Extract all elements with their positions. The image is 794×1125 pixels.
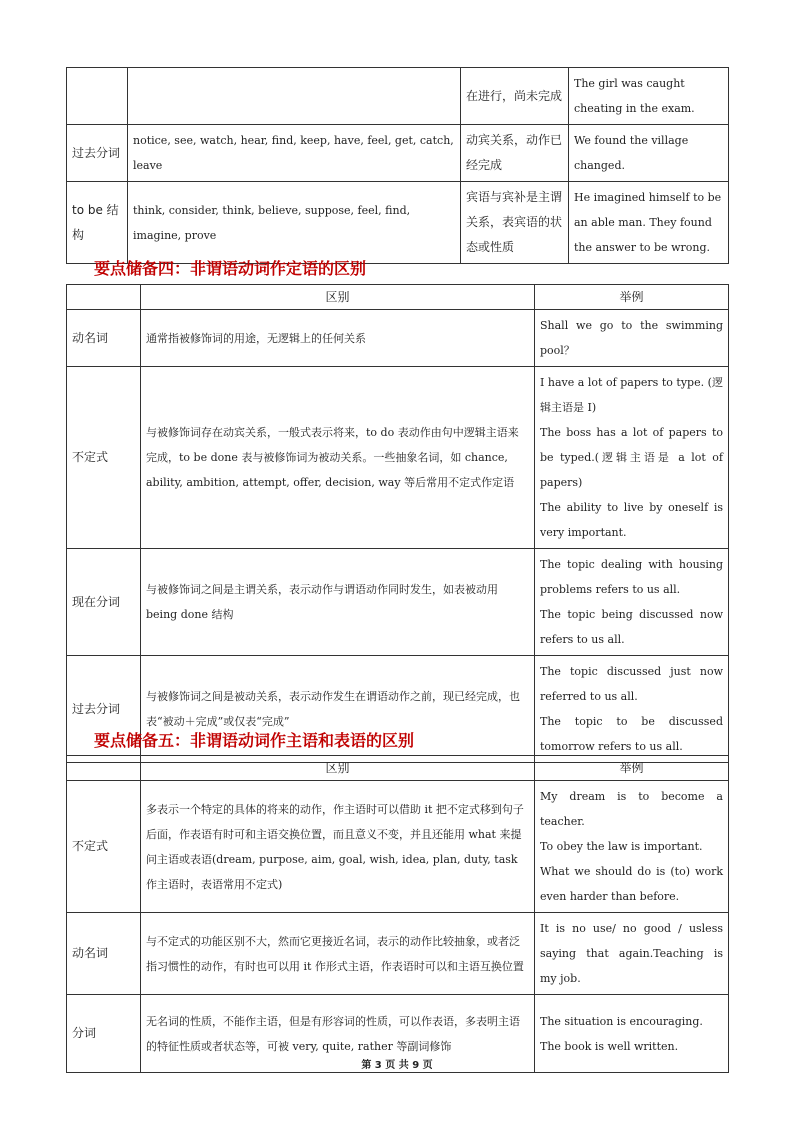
table-row — [67, 913, 729, 995]
form-type-cell: 分词 — [67, 995, 141, 1073]
table-subject-predicative-body — [67, 781, 729, 1073]
example-cell: We found the village changed. — [569, 125, 729, 182]
section5-heading: 要点储备五：非谓语动词作主语和表语的区别 — [94, 731, 415, 750]
table-row — [67, 310, 729, 367]
section4-heading: 要点储备四：非谓语动词作定语的区别 — [94, 259, 367, 278]
example-cell — [535, 781, 729, 913]
header-empty — [67, 285, 141, 310]
table-attributive — [66, 284, 729, 763]
difference-cell: 与不定式的功能区别不大，然而它更接近名词，表示的动作比较抽象，或者泛指习惯性的动作，有时也可以用 it 作形式主语，作表语时可以和主语互换位置 — [141, 913, 535, 995]
form-type-cell: 不定式 — [67, 367, 141, 549]
example-sentence: The topic to be discussed tomorrow refers to us all. — [540, 715, 723, 753]
meaning-cell: 宾语与宾补是主谓关系，表宾语的状态或性质 — [461, 182, 569, 264]
difference-cell: 与被修饰词之间是被动关系，表示动作发生在谓语动作之前，现已经完成，也表“被动＋完成”或仅表“完成” — [141, 656, 535, 763]
table-row — [67, 549, 729, 656]
example-cell — [535, 656, 729, 763]
form-type-cell: 动名词 — [67, 913, 141, 995]
difference-cell: 与被修饰词之间是主谓关系，表示动作与谓语动作同时发生，如表被动用 being done 结构 — [141, 549, 535, 656]
header-diff: 区别 — [141, 285, 535, 310]
example-sentence: The topic being discussed now refers to us all. — [540, 608, 723, 646]
example-cell — [535, 913, 729, 995]
table-header-row — [67, 285, 729, 310]
example-sentence: The ability to live by oneself is very important. — [540, 501, 723, 539]
table-row — [67, 367, 729, 549]
table-subject-predicative — [66, 755, 729, 1073]
example-cell — [535, 549, 729, 656]
page-footer: 第 3 页 共 9 页 — [361, 1060, 433, 1071]
header-diff: 区别 — [141, 756, 535, 781]
form-type-cell: 不定式 — [67, 781, 141, 913]
table-row — [67, 182, 729, 264]
form-type-cell: 现在分词 — [67, 549, 141, 656]
example-sentence: The boss has a lot of papers to be typed.(逻辑主语是 a lot of papers) — [540, 426, 723, 489]
table-row — [67, 68, 729, 125]
verb-list-cell — [128, 68, 461, 125]
example-sentence: It is no use/ no good / usless saying that again.Teaching is my job. — [540, 922, 723, 985]
example-cell: He imagined himself to be an able man. They found the answer to be wrong. — [569, 182, 729, 264]
meaning-cell: 在进行，尚未完成 — [461, 68, 569, 125]
header-example: 举例 — [535, 285, 729, 310]
difference-cell: 通常指被修饰词的用途，无逻辑上的任何关系 — [141, 310, 535, 367]
example-cell — [535, 310, 729, 367]
example-cell: The girl was caught cheating in the exam. — [569, 68, 729, 125]
example-sentence: The situation is encouraging. — [540, 1014, 703, 1028]
difference-cell: 无名词的性质，不能作主语，但是有形容词的性质，可以作表语，多表明主语的特征性质或者状态等，可被 very, quite, rather 等副词修饰 — [141, 995, 535, 1073]
example-sentence: The topic dealing with housing problems refers to us all. — [540, 558, 723, 596]
verb-type-cell: to be 结构 — [67, 182, 128, 264]
difference-cell: 多表示一个特定的具体的将来的动作，作主语时可以借助 it 把不定式移到句子后面，作表语有时可和主语交换位置，而且意义不变，并且还能用 what 来提问主语或表语(dream, purpose, aim, goal, wish, idea, plan, duty, task 作主语时，表语常用不定式) — [141, 781, 535, 913]
table-verb-complements — [66, 67, 729, 264]
example-sentence: The topic discussed just now referred to us all. — [540, 665, 723, 703]
example-sentence: To obey the law is important. — [540, 840, 703, 853]
example-cell — [535, 367, 729, 549]
example-sentence: Shall we go to the swimming pool？ — [540, 319, 723, 357]
table-verb-complements-body — [67, 68, 729, 264]
form-type-cell: 过去分词 — [67, 656, 141, 763]
difference-cell: 与被修饰词存在动宾关系，一般式表示将来，to do 表动作由句中逻辑主语来完成，to be done 表与被修饰词为被动关系。一些抽象名词，如 chance, ability, ambition, attempt, offer, decision, way 等后常用不定式作定语 — [141, 367, 535, 549]
example-sentence: I have a lot of papers to type. (逻辑主语是 I) — [540, 376, 723, 414]
verb-list-cell: think, consider, think, believe, suppose, feel, find, imagine, prove — [128, 182, 461, 264]
meaning-cell: 动宾关系，动作已经完成 — [461, 125, 569, 182]
header-empty — [67, 756, 141, 781]
form-type-cell: 动名词 — [67, 310, 141, 367]
verb-type-cell — [67, 68, 128, 125]
table-row — [67, 781, 729, 913]
header-example: 举例 — [535, 756, 729, 781]
table-attributive-body — [67, 310, 729, 763]
table-row — [67, 125, 729, 182]
example-sentence: My dream is to become a teacher. — [540, 790, 723, 828]
verb-type-cell: 过去分词 — [67, 125, 128, 182]
verb-list-cell: notice, see, watch, hear, find, keep, have, feel, get, catch, leave — [128, 125, 461, 182]
example-sentence: What we should do is (to) work even harder than before. — [540, 865, 723, 903]
example-sentence: The book is well written. — [540, 1039, 679, 1053]
table-header-row — [67, 756, 729, 781]
